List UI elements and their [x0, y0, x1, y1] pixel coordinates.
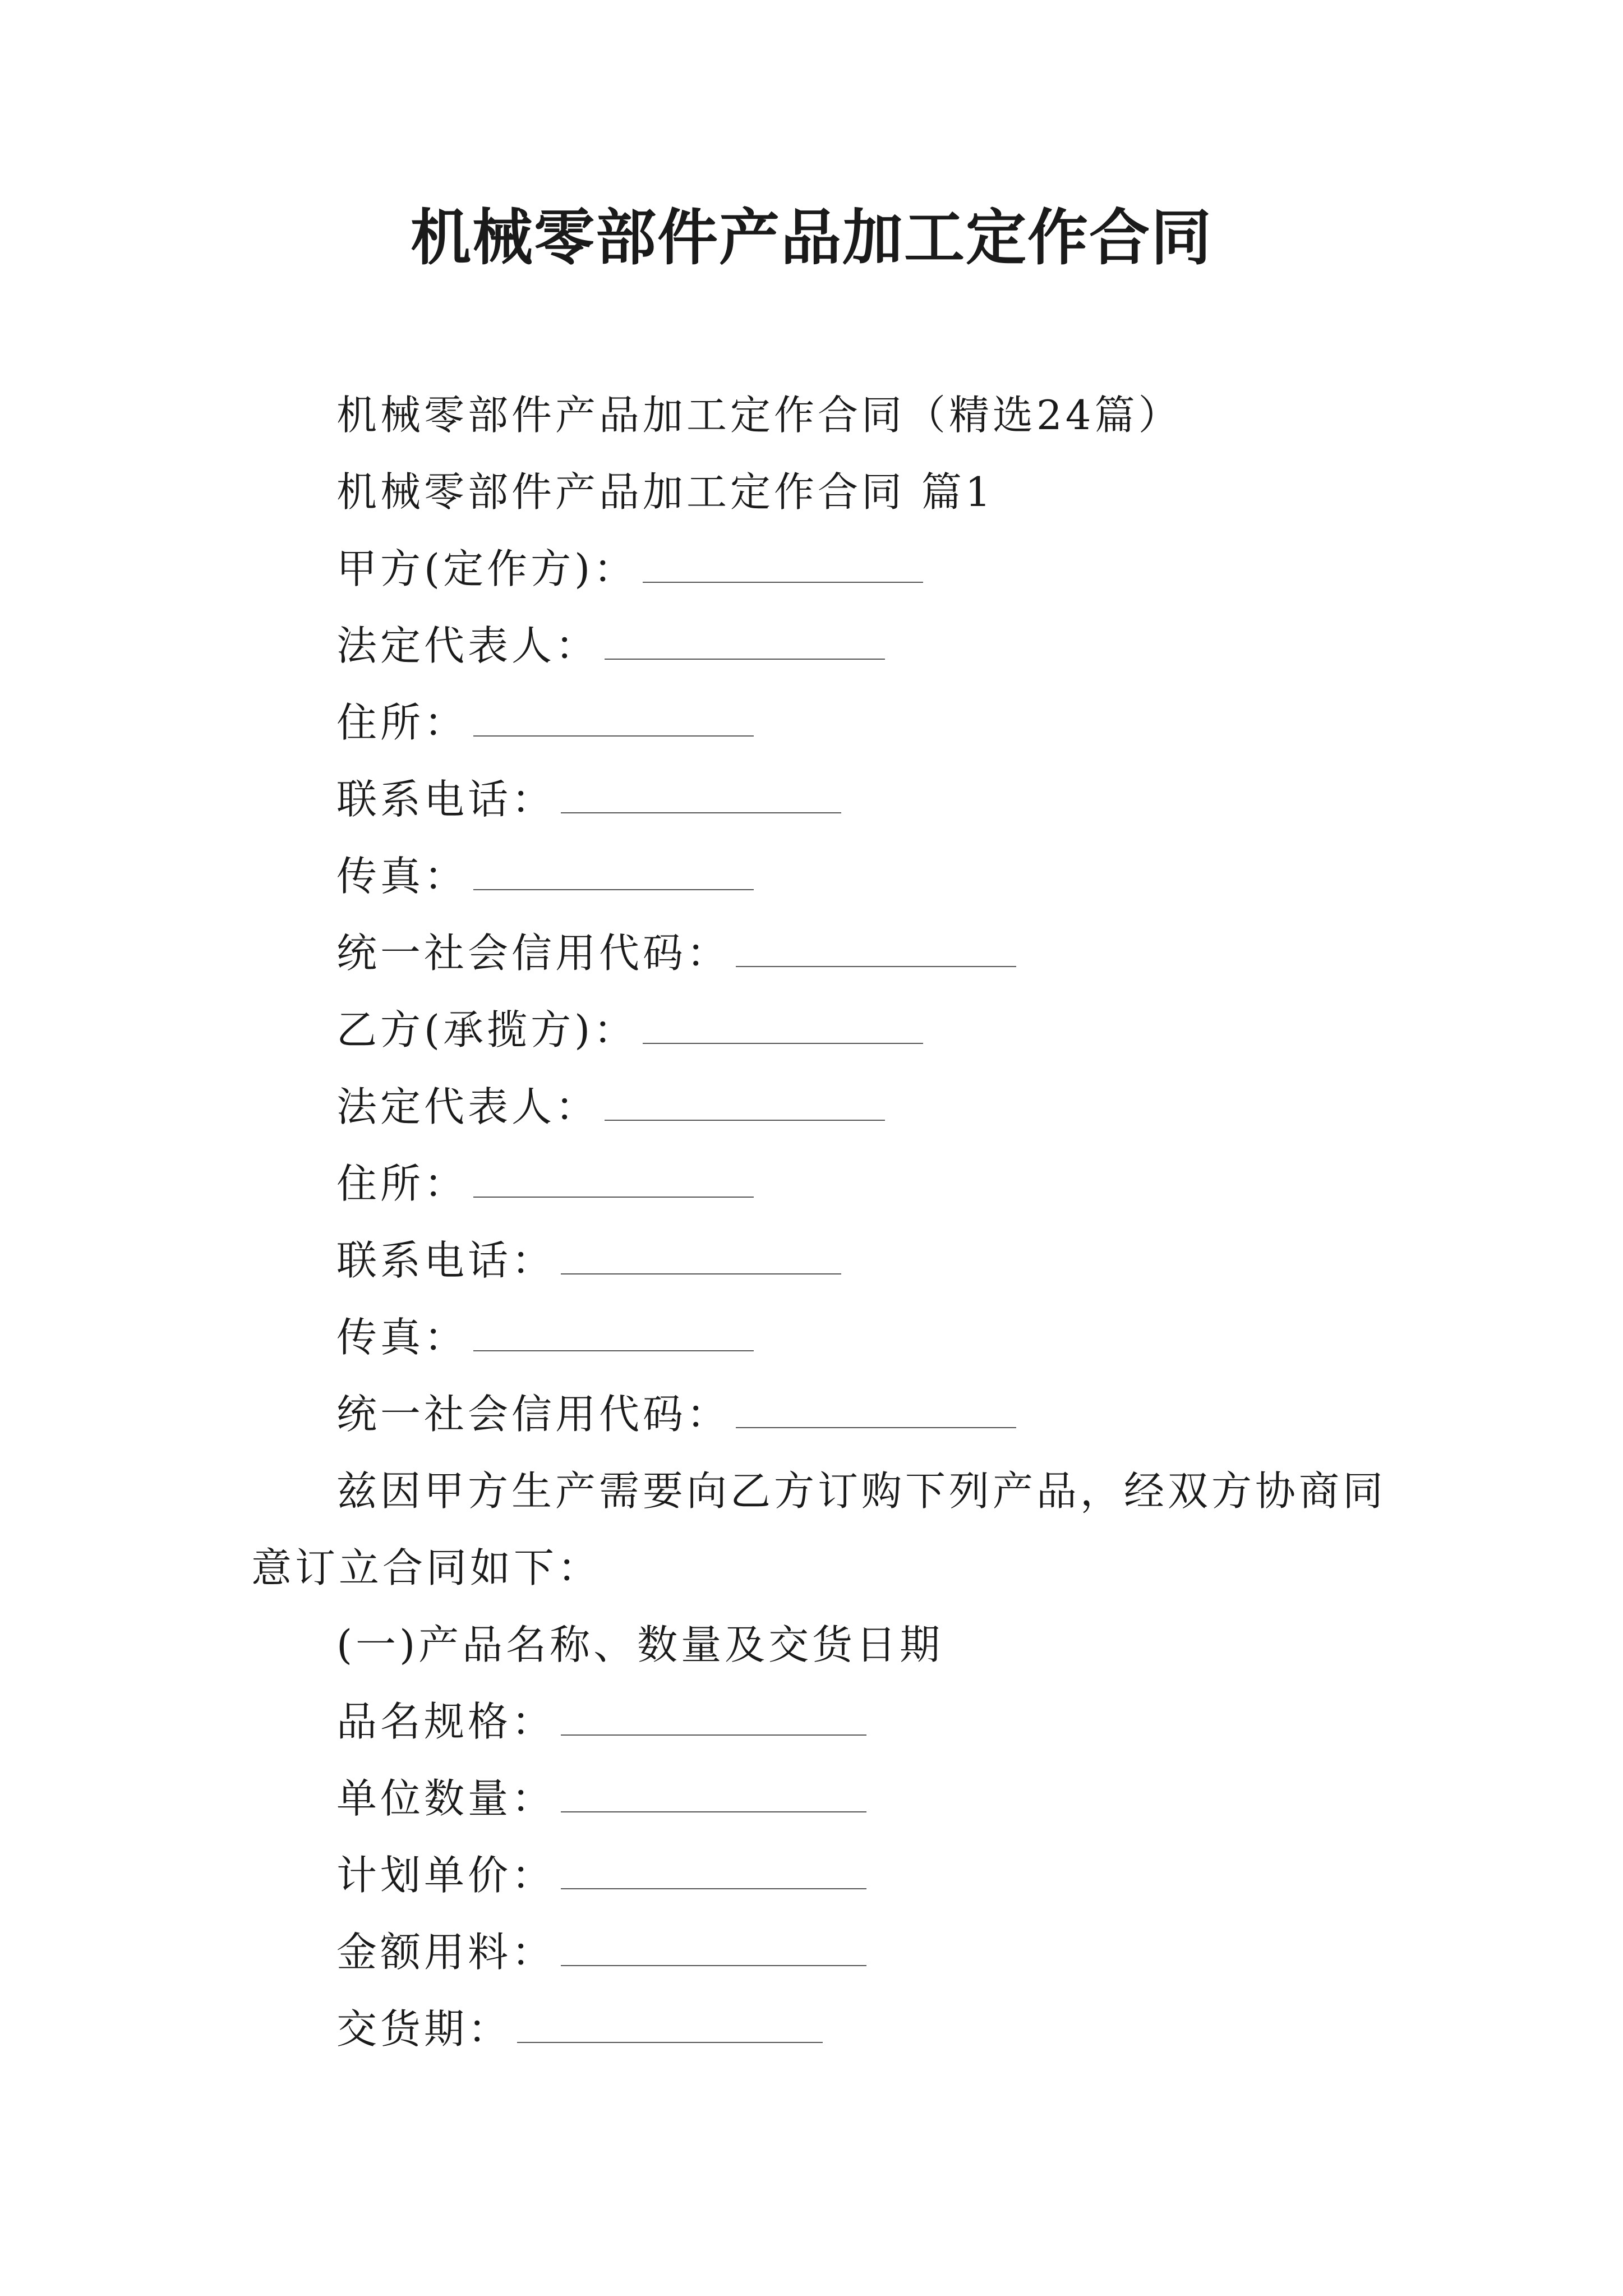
party-a-representative-row	[336, 615, 885, 677]
party-a-phone-blank	[561, 773, 841, 813]
party-b-credit-code-row	[336, 1383, 1016, 1445]
party-a-address-label: 住所：	[336, 699, 468, 746]
delivery-row	[336, 1998, 823, 2060]
party-a-blank	[643, 542, 923, 583]
party-b-row	[336, 999, 923, 1061]
party-a-fax-blank	[473, 850, 754, 890]
party-a-fax-label: 传真：	[336, 853, 468, 900]
party-a-row	[336, 538, 923, 600]
delivery-blank	[517, 2003, 823, 2043]
party-b-phone-blank	[561, 1234, 841, 1274]
party-a-credit-code-blank	[736, 927, 1016, 967]
unit-qty-blank	[561, 1772, 866, 1812]
party-b-label: 乙方(承揽方)：	[336, 1006, 638, 1053]
unit-price-label: 计划单价：	[336, 1852, 556, 1899]
unit-price-row	[336, 1844, 866, 1906]
party-b-phone-label: 联系电话：	[336, 1237, 556, 1284]
party-a-label: 甲方(定作方)：	[336, 545, 638, 592]
party-b-credit-code-blank	[736, 1388, 1016, 1428]
document-title: 机械零部件产品加工定作合同	[410, 203, 1212, 273]
amount-material-blank	[561, 1926, 866, 1966]
preamble-line-2: 意订立合同如下：	[251, 1544, 602, 1591]
amount-material-label: 金额用料：	[336, 1929, 556, 1976]
party-b-credit-code-label: 统一社会信用代码：	[336, 1391, 731, 1438]
unit-qty-label: 单位数量：	[336, 1775, 556, 1822]
party-a-address-row	[336, 692, 754, 753]
party-b-representative-row	[336, 1076, 885, 1138]
party-b-fax-label: 传真：	[336, 1314, 468, 1361]
delivery-label: 交货期：	[336, 2005, 512, 2053]
party-a-credit-code-label: 统一社会信用代码：	[336, 930, 731, 977]
unit-qty-row	[336, 1768, 866, 1829]
clause-1-heading: (一)产品名称、数量及交货日期	[336, 1621, 944, 1668]
party-b-blank	[643, 1004, 923, 1044]
unit-price-blank	[561, 1849, 866, 1889]
party-b-address-row	[336, 1153, 754, 1214]
party-a-representative-blank	[605, 619, 885, 660]
party-b-phone-row	[336, 1230, 841, 1291]
document-subtitle: 机械零部件产品加工定作合同（精选24篇）	[336, 392, 1182, 439]
party-a-phone-label: 联系电话：	[336, 776, 556, 823]
amount-material-row	[336, 1921, 866, 1983]
party-a-phone-row	[336, 769, 841, 830]
party-b-fax-blank	[473, 1311, 754, 1351]
name-spec-label: 品名规格：	[336, 1698, 556, 1745]
name-spec-blank	[561, 1695, 866, 1736]
party-b-representative-label: 法定代表人：	[336, 1083, 600, 1130]
party-a-credit-code-row	[336, 922, 1016, 984]
party-a-representative-label: 法定代表人：	[336, 622, 600, 669]
section-heading: 机械零部件产品加工定作合同 篇1	[336, 468, 994, 516]
party-a-fax-row	[336, 845, 754, 907]
party-b-representative-blank	[605, 1080, 885, 1121]
party-b-fax-row	[336, 1306, 754, 1368]
preamble-line-1: 兹因甲方生产需要向乙方订购下列产品，经双方协商同	[336, 1467, 1387, 1515]
party-a-address-blank	[473, 696, 754, 737]
name-spec-row	[336, 1691, 866, 1752]
party-b-address-blank	[473, 1157, 754, 1198]
party-b-address-label: 住所：	[336, 1160, 468, 1207]
